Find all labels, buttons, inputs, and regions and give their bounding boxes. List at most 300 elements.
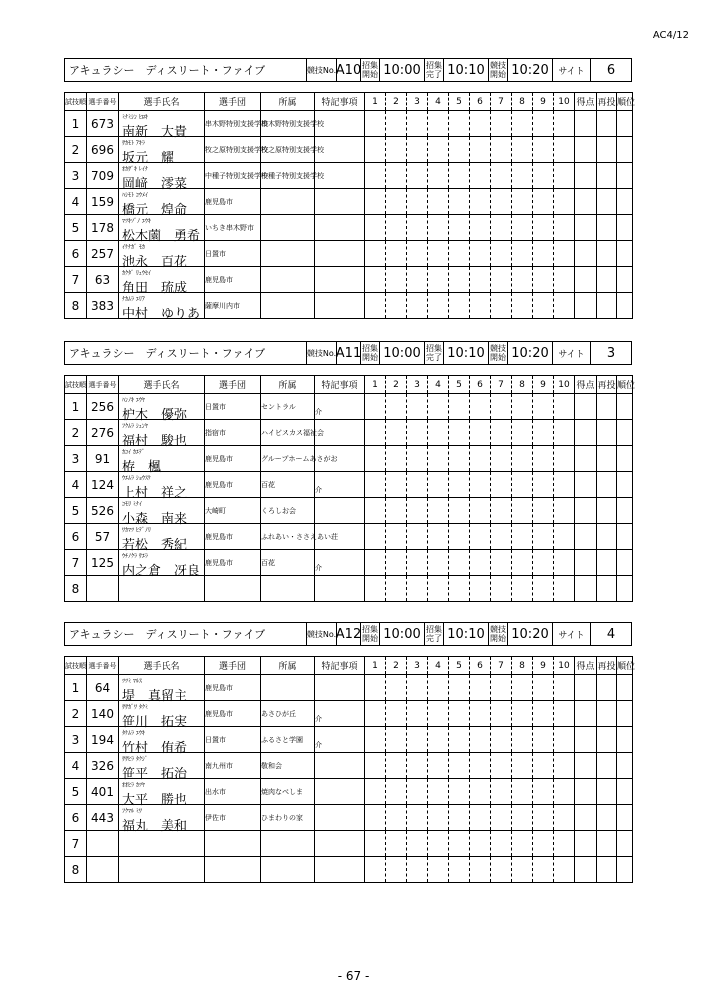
roster-table — [64, 92, 636, 322]
round-4-cell — [428, 137, 449, 163]
col-round-4: 4 — [428, 657, 449, 675]
roster-head — [65, 93, 636, 111]
bib-number: 140 — [87, 701, 119, 727]
col-round-4: 4 — [428, 376, 449, 394]
retry-cell — [597, 675, 617, 701]
round-1-cell — [365, 472, 386, 498]
col-round-3: 3 — [407, 93, 428, 111]
round-4-cell — [428, 215, 449, 241]
athlete-kana: ﾂﾂﾐ ﾏﾙｽ — [122, 678, 142, 685]
round-9-cell — [533, 293, 554, 319]
round-8-cell — [512, 675, 533, 701]
round-6-cell — [470, 472, 491, 498]
round-9-cell — [533, 727, 554, 753]
affiliation: ふるさと学園 — [261, 727, 315, 753]
score-cell — [575, 472, 597, 498]
round-4-cell — [428, 550, 449, 576]
rank-cell — [617, 137, 633, 163]
col-round-3: 3 — [407, 376, 428, 394]
rank-cell — [617, 753, 633, 779]
round-2-cell — [386, 163, 407, 189]
round-7-cell — [491, 420, 512, 446]
round-3-cell — [407, 831, 428, 857]
round-8-cell — [512, 524, 533, 550]
athlete-name-cell — [119, 550, 205, 579]
round-1-cell — [365, 446, 386, 472]
affiliation: 焼肉なべしま — [261, 779, 315, 805]
trial-order: 6 — [65, 524, 87, 550]
round-3-cell — [407, 267, 428, 293]
rank-cell — [617, 215, 633, 241]
round-10-cell — [554, 524, 575, 550]
round-8-cell — [512, 446, 533, 472]
col-round-1: 1 — [365, 93, 386, 111]
retry-cell — [597, 831, 617, 857]
retry-cell — [597, 753, 617, 779]
round-6-cell — [470, 189, 491, 215]
col-trial-order: 試技順 — [65, 376, 87, 394]
score-cell — [575, 701, 597, 727]
col-name: 選手氏名 — [119, 657, 205, 675]
notes-cell — [315, 498, 365, 524]
round-3-cell — [407, 727, 428, 753]
site-value: 3 — [606, 345, 616, 361]
athlete-name: 福丸 美和 — [122, 819, 188, 834]
trial-order: 4 — [65, 189, 87, 215]
round-4-cell — [428, 805, 449, 831]
athlete-kana: ﾅｶﾑﾗ ﾕﾘｱ — [122, 296, 145, 303]
athlete-kana: ﾐﾅﾐｼﾝ ﾋﾛｷ — [122, 114, 148, 121]
athlete-name: 大平 勝也 — [122, 793, 188, 808]
round-4-cell — [428, 727, 449, 753]
round-5-cell — [449, 394, 470, 420]
athlete-kana: ﾌｸﾑﾗ ｼｭﾝﾔ — [122, 423, 148, 430]
score-cell — [575, 215, 597, 241]
col-name: 選手氏名 — [119, 93, 205, 111]
col-round-1: 1 — [365, 657, 386, 675]
athlete-name: 若松 秀紀 — [122, 538, 188, 553]
note-text: 介 — [315, 485, 322, 494]
round-9-cell — [533, 137, 554, 163]
affiliation: くろしお会 — [261, 498, 315, 524]
round-3-cell — [407, 472, 428, 498]
athlete-name-cell — [119, 753, 205, 782]
score-cell — [575, 805, 597, 831]
team: 牧之原特別支援学校 — [205, 137, 261, 163]
col-notes: 特記事項 — [315, 657, 365, 675]
round-6-cell — [470, 163, 491, 189]
team — [205, 857, 261, 883]
affiliation: ふれあい・ささえあい荘 — [261, 524, 315, 550]
athlete-name: 枦木 優弥 — [122, 408, 188, 423]
round-6-cell — [470, 753, 491, 779]
col-notes: 特記事項 — [315, 93, 365, 111]
round-1-cell — [365, 550, 386, 576]
round-3-cell — [407, 524, 428, 550]
round-2-cell — [386, 137, 407, 163]
call-end-time: 10:10 — [444, 59, 489, 81]
round-3-cell — [407, 189, 428, 215]
round-3-cell — [407, 163, 428, 189]
athlete-kana: ﾀｹﾑﾗ ﾕｳｷ — [122, 730, 145, 737]
athlete-name: 角田 琉成 — [122, 281, 188, 296]
col-round-6: 6 — [470, 657, 491, 675]
col-round-10: 10 — [554, 376, 575, 394]
team: 鹿児島市 — [205, 524, 261, 550]
round-1-cell — [365, 701, 386, 727]
bib-number: 326 — [87, 753, 119, 779]
call-end-label: 招集完了 — [426, 344, 442, 362]
round-6-cell — [470, 446, 491, 472]
event-no-value: A11 — [337, 342, 361, 364]
round-9-cell — [533, 215, 554, 241]
notes-cell — [315, 472, 365, 498]
round-3-cell — [407, 446, 428, 472]
round-7-cell — [491, 805, 512, 831]
round-2-cell — [386, 267, 407, 293]
note-text: 介 — [315, 563, 322, 572]
round-8-cell — [512, 163, 533, 189]
round-5-cell — [449, 498, 470, 524]
round-3-cell — [407, 137, 428, 163]
athlete-row — [65, 472, 633, 498]
round-6-cell — [470, 111, 491, 137]
round-10-cell — [554, 779, 575, 805]
athlete-kana: ﾌｸﾏﾙ ﾐﾜ — [122, 808, 142, 815]
retry-cell — [597, 472, 617, 498]
trial-order: 1 — [65, 675, 87, 701]
affiliation — [261, 857, 315, 883]
round-2-cell — [386, 111, 407, 137]
rank-cell — [617, 576, 633, 602]
score-cell — [575, 524, 597, 550]
trial-order: 5 — [65, 779, 87, 805]
col-score: 得点 — [575, 93, 597, 111]
retry-cell — [597, 498, 617, 524]
notes-cell — [315, 727, 365, 753]
athlete-kana: ｵｶｻﾞｷ ﾚｲﾅ — [122, 166, 148, 173]
rank-cell — [617, 857, 633, 883]
round-6-cell — [470, 215, 491, 241]
athlete-row — [65, 753, 633, 779]
event-start-time: 10:20 — [508, 342, 553, 364]
round-10-cell — [554, 472, 575, 498]
rank-cell — [617, 831, 633, 857]
round-9-cell — [533, 805, 554, 831]
round-5-cell — [449, 420, 470, 446]
round-8-cell — [512, 831, 533, 857]
round-5-cell — [449, 163, 470, 189]
trial-order: 4 — [65, 472, 87, 498]
round-1-cell — [365, 420, 386, 446]
round-9-cell — [533, 267, 554, 293]
athlete-name: 笹平 拓治 — [122, 767, 188, 782]
retry-cell — [597, 293, 617, 319]
round-6-cell — [470, 293, 491, 319]
score-cell — [575, 394, 597, 420]
athlete-row — [65, 675, 633, 701]
round-1-cell — [365, 293, 386, 319]
round-10-cell — [554, 420, 575, 446]
team — [205, 831, 261, 857]
round-3-cell — [407, 701, 428, 727]
athlete-name: 池永 百花 — [122, 255, 188, 270]
score-cell — [575, 576, 597, 602]
col-rank: 順位 — [617, 657, 633, 675]
rank-cell — [617, 701, 633, 727]
affiliation: 串木野特別支援学校 — [261, 111, 315, 137]
trial-order: 6 — [65, 241, 87, 267]
round-8-cell — [512, 137, 533, 163]
round-3-cell — [407, 779, 428, 805]
rank-cell — [617, 267, 633, 293]
round-6-cell — [470, 701, 491, 727]
round-10-cell — [554, 857, 575, 883]
athlete-name-cell — [119, 831, 205, 857]
affiliation — [261, 241, 315, 267]
athlete-name: 栫 楓 — [122, 460, 162, 475]
round-4-cell — [428, 267, 449, 293]
retry-cell — [597, 550, 617, 576]
round-5-cell — [449, 293, 470, 319]
round-6-cell — [470, 805, 491, 831]
round-7-cell — [491, 137, 512, 163]
round-10-cell — [554, 189, 575, 215]
bib-number: 194 — [87, 727, 119, 753]
athlete-name: 笹川 拓実 — [122, 715, 188, 730]
col-rank: 順位 — [617, 376, 633, 394]
score-cell — [575, 498, 597, 524]
affiliation: 百花 — [261, 550, 315, 576]
trial-order: 8 — [65, 293, 87, 319]
athlete-name-cell — [119, 215, 205, 244]
event-no-value: A10 — [337, 59, 361, 81]
round-5-cell — [449, 727, 470, 753]
event-name: アキュラシー ディスリート・ファイブ — [65, 342, 307, 364]
round-6-cell — [470, 241, 491, 267]
round-4-cell — [428, 831, 449, 857]
round-1-cell — [365, 576, 386, 602]
team: 中種子特別支援学校 — [205, 163, 261, 189]
bib-number: 125 — [87, 550, 119, 576]
round-2-cell — [386, 241, 407, 267]
score-cell — [575, 753, 597, 779]
retry-cell — [597, 111, 617, 137]
athlete-kana: ｶｸﾀﾞ ﾘｭｳｾｲ — [122, 270, 151, 277]
round-2-cell — [386, 472, 407, 498]
col-round-2: 2 — [386, 93, 407, 111]
event-start-time: 10:20 — [508, 623, 553, 645]
header-row — [65, 376, 633, 394]
round-10-cell — [554, 550, 575, 576]
bib-number — [87, 576, 119, 602]
trial-order: 8 — [65, 576, 87, 602]
athlete-row — [65, 163, 633, 189]
round-9-cell — [533, 394, 554, 420]
round-4-cell — [428, 111, 449, 137]
round-8-cell — [512, 293, 533, 319]
round-2-cell — [386, 394, 407, 420]
athlete-row — [65, 446, 633, 472]
round-10-cell — [554, 137, 575, 163]
round-7-cell — [491, 550, 512, 576]
round-1-cell — [365, 831, 386, 857]
round-9-cell — [533, 701, 554, 727]
athlete-name-cell — [119, 111, 205, 140]
athlete-name: 竹村 侑希 — [122, 741, 188, 756]
round-6-cell — [470, 857, 491, 883]
retry-cell — [597, 241, 617, 267]
round-5-cell — [449, 753, 470, 779]
col-team: 選手団 — [205, 657, 261, 675]
round-9-cell — [533, 498, 554, 524]
col-round-8: 8 — [512, 657, 533, 675]
event-name: アキュラシー ディスリート・ファイブ — [65, 59, 307, 81]
col-round-4: 4 — [428, 93, 449, 111]
trial-order: 4 — [65, 753, 87, 779]
round-5-cell — [449, 857, 470, 883]
notes-cell — [315, 701, 365, 727]
bib-number: 257 — [87, 241, 119, 267]
event-start-label: 競技開始 — [490, 61, 506, 79]
round-1-cell — [365, 163, 386, 189]
trial-order: 1 — [65, 394, 87, 420]
athlete-name-cell — [119, 805, 205, 834]
roster-body — [65, 111, 633, 322]
round-7-cell — [491, 576, 512, 602]
athlete-name-cell — [119, 498, 205, 527]
bib-number: 443 — [87, 805, 119, 831]
round-1-cell — [365, 675, 386, 701]
round-4-cell — [428, 394, 449, 420]
round-10-cell — [554, 267, 575, 293]
athlete-name: 南新 大貴 — [122, 125, 188, 140]
team: 日置市 — [205, 394, 261, 420]
page-id: AC4/12 — [652, 30, 689, 41]
col-bib: 選手番号 — [87, 657, 119, 675]
retry-cell — [597, 163, 617, 189]
athlete-name-cell — [119, 675, 205, 704]
col-round-8: 8 — [512, 376, 533, 394]
trial-order: 8 — [65, 857, 87, 883]
round-6-cell — [470, 498, 491, 524]
col-round-6: 6 — [470, 93, 491, 111]
round-7-cell — [491, 267, 512, 293]
rank-cell — [617, 163, 633, 189]
trial-order: 2 — [65, 701, 87, 727]
trial-order: 7 — [65, 267, 87, 293]
round-4-cell — [428, 420, 449, 446]
col-round-10: 10 — [554, 657, 575, 675]
affiliation — [261, 267, 315, 293]
retry-cell — [597, 524, 617, 550]
round-4-cell — [428, 163, 449, 189]
round-2-cell — [386, 420, 407, 446]
athlete-name-cell — [119, 524, 205, 553]
round-10-cell — [554, 394, 575, 420]
trial-order: 1 — [65, 111, 87, 137]
round-8-cell — [512, 472, 533, 498]
round-4-cell — [428, 857, 449, 883]
bib-number: 64 — [87, 675, 119, 701]
score-cell — [575, 163, 597, 189]
trial-order: 2 — [65, 420, 87, 446]
trial-order: 7 — [65, 550, 87, 576]
col-notes: 特記事項 — [315, 376, 365, 394]
round-5-cell — [449, 189, 470, 215]
round-10-cell — [554, 446, 575, 472]
round-6-cell — [470, 576, 491, 602]
athlete-kana: ｲｹﾅｶﾞ ﾓｶ — [122, 244, 145, 251]
col-round-3: 3 — [407, 657, 428, 675]
retry-cell — [597, 576, 617, 602]
athlete-kana: ｳﾁﾉｸﾗ ｻｴﾗ — [122, 553, 148, 560]
event-no-label: 競技No. — [307, 342, 337, 364]
round-9-cell — [533, 675, 554, 701]
round-8-cell — [512, 779, 533, 805]
round-8-cell — [512, 805, 533, 831]
round-1-cell — [365, 779, 386, 805]
affiliation: 百花 — [261, 472, 315, 498]
col-round-8: 8 — [512, 93, 533, 111]
round-3-cell — [407, 857, 428, 883]
score-cell — [575, 111, 597, 137]
notes-cell — [315, 675, 365, 701]
round-5-cell — [449, 267, 470, 293]
round-9-cell — [533, 189, 554, 215]
round-3-cell — [407, 293, 428, 319]
round-7-cell — [491, 498, 512, 524]
round-7-cell — [491, 111, 512, 137]
bib-number: 383 — [87, 293, 119, 319]
round-10-cell — [554, 293, 575, 319]
affiliation — [261, 576, 315, 602]
round-6-cell — [470, 394, 491, 420]
team: 薩摩川内市 — [205, 293, 261, 319]
event-header — [64, 341, 632, 365]
round-8-cell — [512, 576, 533, 602]
athlete-row — [65, 420, 633, 446]
round-1-cell — [365, 111, 386, 137]
team: 出水市 — [205, 779, 261, 805]
round-6-cell — [470, 267, 491, 293]
event-start-label: 競技開始 — [490, 625, 506, 643]
trial-order: 5 — [65, 215, 87, 241]
team: 伊佐市 — [205, 805, 261, 831]
round-10-cell — [554, 831, 575, 857]
athlete-name-cell — [119, 472, 205, 501]
round-6-cell — [470, 550, 491, 576]
rank-cell — [617, 189, 633, 215]
col-trial-order: 試技順 — [65, 93, 87, 111]
athlete-row — [65, 701, 633, 727]
bib-number: 401 — [87, 779, 119, 805]
bib-number: 526 — [87, 498, 119, 524]
call-end-label: 招集完了 — [426, 61, 442, 79]
round-5-cell — [449, 111, 470, 137]
round-3-cell — [407, 215, 428, 241]
athlete-name-cell — [119, 163, 205, 192]
round-1-cell — [365, 241, 386, 267]
bib-number: 124 — [87, 472, 119, 498]
team: 鹿児島市 — [205, 189, 261, 215]
retry-cell — [597, 137, 617, 163]
notes-cell — [315, 394, 365, 420]
team: 大崎町 — [205, 498, 261, 524]
round-5-cell — [449, 446, 470, 472]
athlete-name-cell — [119, 137, 205, 166]
rank-cell — [617, 498, 633, 524]
